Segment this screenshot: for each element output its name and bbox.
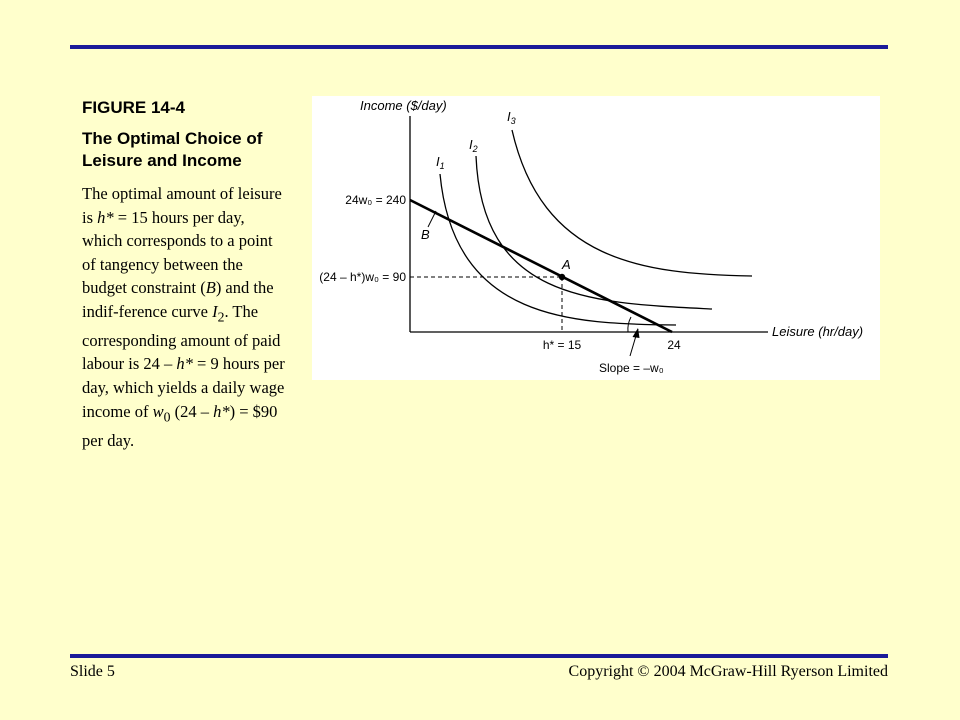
curve-label-i3-sub: 3: [510, 116, 516, 126]
tangency-point: [559, 274, 565, 280]
description-text-run: . The corresponding amount of paid labour is 24 –: [82, 301, 281, 374]
top-rule: [70, 45, 888, 49]
curve-label-i1: [436, 154, 445, 171]
budget-line-label: B: [421, 227, 430, 242]
description-text-run: ) = $90 per day.: [82, 401, 278, 450]
bottom-rule: [70, 654, 888, 658]
description-italic-run: I: [212, 301, 218, 321]
tangency-point-label: A: [562, 257, 571, 272]
curve-label-i2: [469, 137, 478, 154]
curve-label-i3-name: I: [507, 109, 511, 124]
description-text-run: (24 –: [170, 401, 214, 421]
curve-label-i2-sub: 2: [472, 144, 478, 154]
description-italic-run: w: [152, 401, 164, 421]
curve-label-i2-name: I: [469, 137, 473, 152]
y-intercept-label: 24w₀ = 240: [345, 193, 406, 207]
curve-label-i1-name: I: [436, 154, 440, 169]
leisure-income-diagram: [312, 96, 880, 380]
figure-description: [82, 182, 288, 452]
copyright-notice: Copyright © 2004 McGraw-Hill Ryerson Limited: [568, 663, 888, 680]
slope-label: Slope = –w₀: [599, 361, 664, 375]
x-tangent-label: h* = 15: [542, 338, 582, 352]
description-italic-run: h*: [213, 401, 230, 421]
description-subscript: 0: [163, 408, 171, 424]
curve-label-i3: [507, 109, 516, 126]
x-intercept-label: 24: [667, 338, 681, 352]
slope-pointer-arrowhead: [633, 328, 640, 338]
diagram-canvas: [312, 96, 880, 380]
y-tangent-label: (24 – h*)w₀ = 90: [319, 270, 406, 284]
description-text-run: The optimal amount of leisure is: [82, 184, 282, 227]
curve-label-i1-sub: 1: [439, 161, 445, 171]
description-text-run: ) and the indif-ference curve: [82, 278, 274, 321]
budget-label-pointer: [428, 211, 436, 227]
figure-title: The Optimal Choice of Leisure and Income: [82, 129, 263, 170]
indifference-curve-i2: [476, 156, 712, 309]
figure-caption: [82, 98, 288, 452]
description-italic-run: h*: [97, 207, 114, 227]
description-italic-run: h*: [176, 354, 193, 374]
x-axis-label: Leisure (hr/day): [772, 324, 864, 339]
description-subscript: 2: [217, 309, 225, 325]
indifference-curve-i1: [440, 174, 676, 325]
description-text-run: = 9 hours per day, which yields a daily wage income of: [82, 354, 285, 421]
slide-number: Slide 5: [70, 663, 115, 680]
description-italic-run: B: [205, 278, 216, 298]
y-axis-label: Income ($/day): [360, 98, 447, 113]
description-text-run: = 15 hours per day, which corresponds to a point of tangency between the budget constraint (: [82, 207, 273, 298]
figure-label: FIGURE 14-4: [82, 98, 185, 117]
budget-line: [410, 200, 672, 332]
indifference-curve-i3: [512, 130, 752, 276]
